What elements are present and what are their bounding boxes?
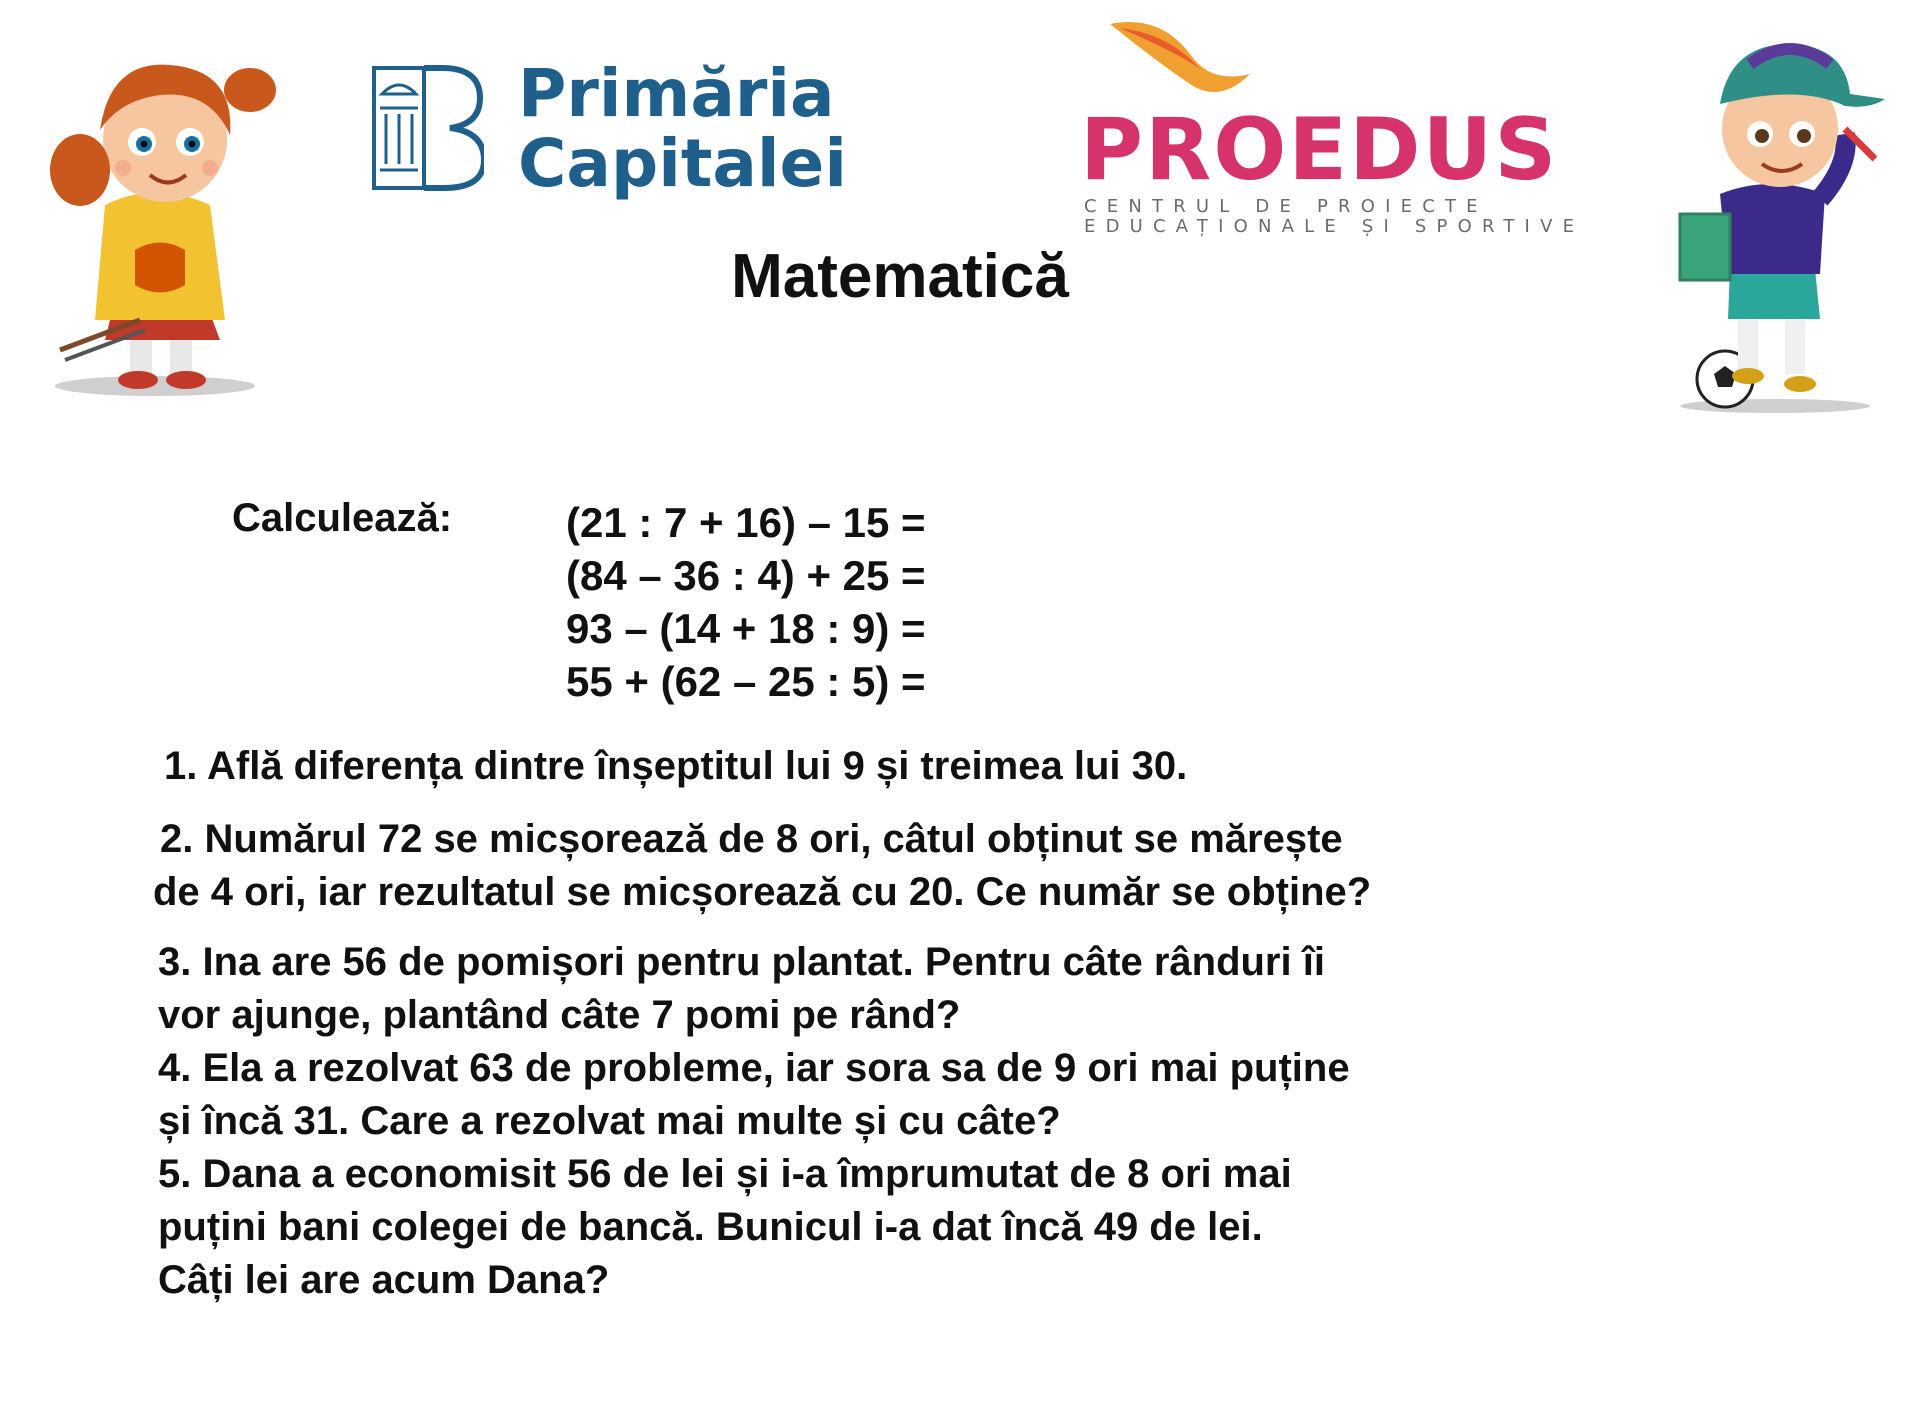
problems-3-to-5 [158,936,1458,1307]
problem-5-line-1: 5. Dana a economisit 56 de lei și i-a împrumutat de 8 ori mai [158,1152,1292,1196]
problem-4-line-2: și încă 31. Care a rezolvat mai multe și cu câte? [158,1099,1061,1143]
primaria-logo-line1: Primăria [518,55,835,132]
primaria-emblem-icon [372,64,484,192]
problem-4-line-1: 4. Ela a rezolvat 63 de probleme, iar sora sa de 9 ori mai puține [158,1046,1350,1090]
primaria-logo-line2: Capitalei [518,125,847,202]
problem-5-line-3: Câți lei are acum Dana? [158,1258,610,1302]
problem-2 [153,813,1453,919]
page-title: Matematică [731,242,1069,311]
calculation-item: (84 – 36 : 4) + 25 = [566,552,926,599]
problem-2-line-2: de 4 ori, iar rezultatul se micșorează cu 20. Ce număr se obține? [153,870,1372,914]
proedus-wordmark: PROEDUS [1080,100,1559,200]
problem-2-line-1: 2. Numărul 72 se micșorează de 8 ori, câtul obținut se mărește [160,817,1343,861]
calculations-label: Calculează: [232,496,453,540]
calculation-item: 55 + (62 – 25 : 5) = [566,658,926,705]
problem-1: 1. Află diferența dintre înșeptitul lui 9 și treimea lui 30. [164,744,1188,788]
proedus-logo [1080,14,1585,237]
girl-illustration [20,20,290,400]
proedus-subtitle-line1: CENTRUL DE PROIECTE [1084,196,1488,217]
boy-illustration [1650,14,1910,414]
proedus-subtitle-line2: EDUCAȚIONALE ȘI SPORTIVE [1084,216,1585,237]
calculation-item: (21 : 7 + 16) – 15 = [566,499,926,546]
problem-5-line-2: puțini bani colegei de bancă. Bunicul i-a dat încă 49 de lei. [158,1205,1263,1249]
calculation-item: 93 – (14 + 18 : 9) = [566,605,926,652]
primaria-capitalei-logo [372,55,847,208]
problem-3-line-2: vor ajunge, plantând câte 7 pomi pe rând? [158,993,961,1037]
problem-3-line-1: 3. Ina are 56 de pomișori pentru plantat. Pentru câte rânduri îi [158,940,1325,984]
calculations-list [566,496,926,708]
